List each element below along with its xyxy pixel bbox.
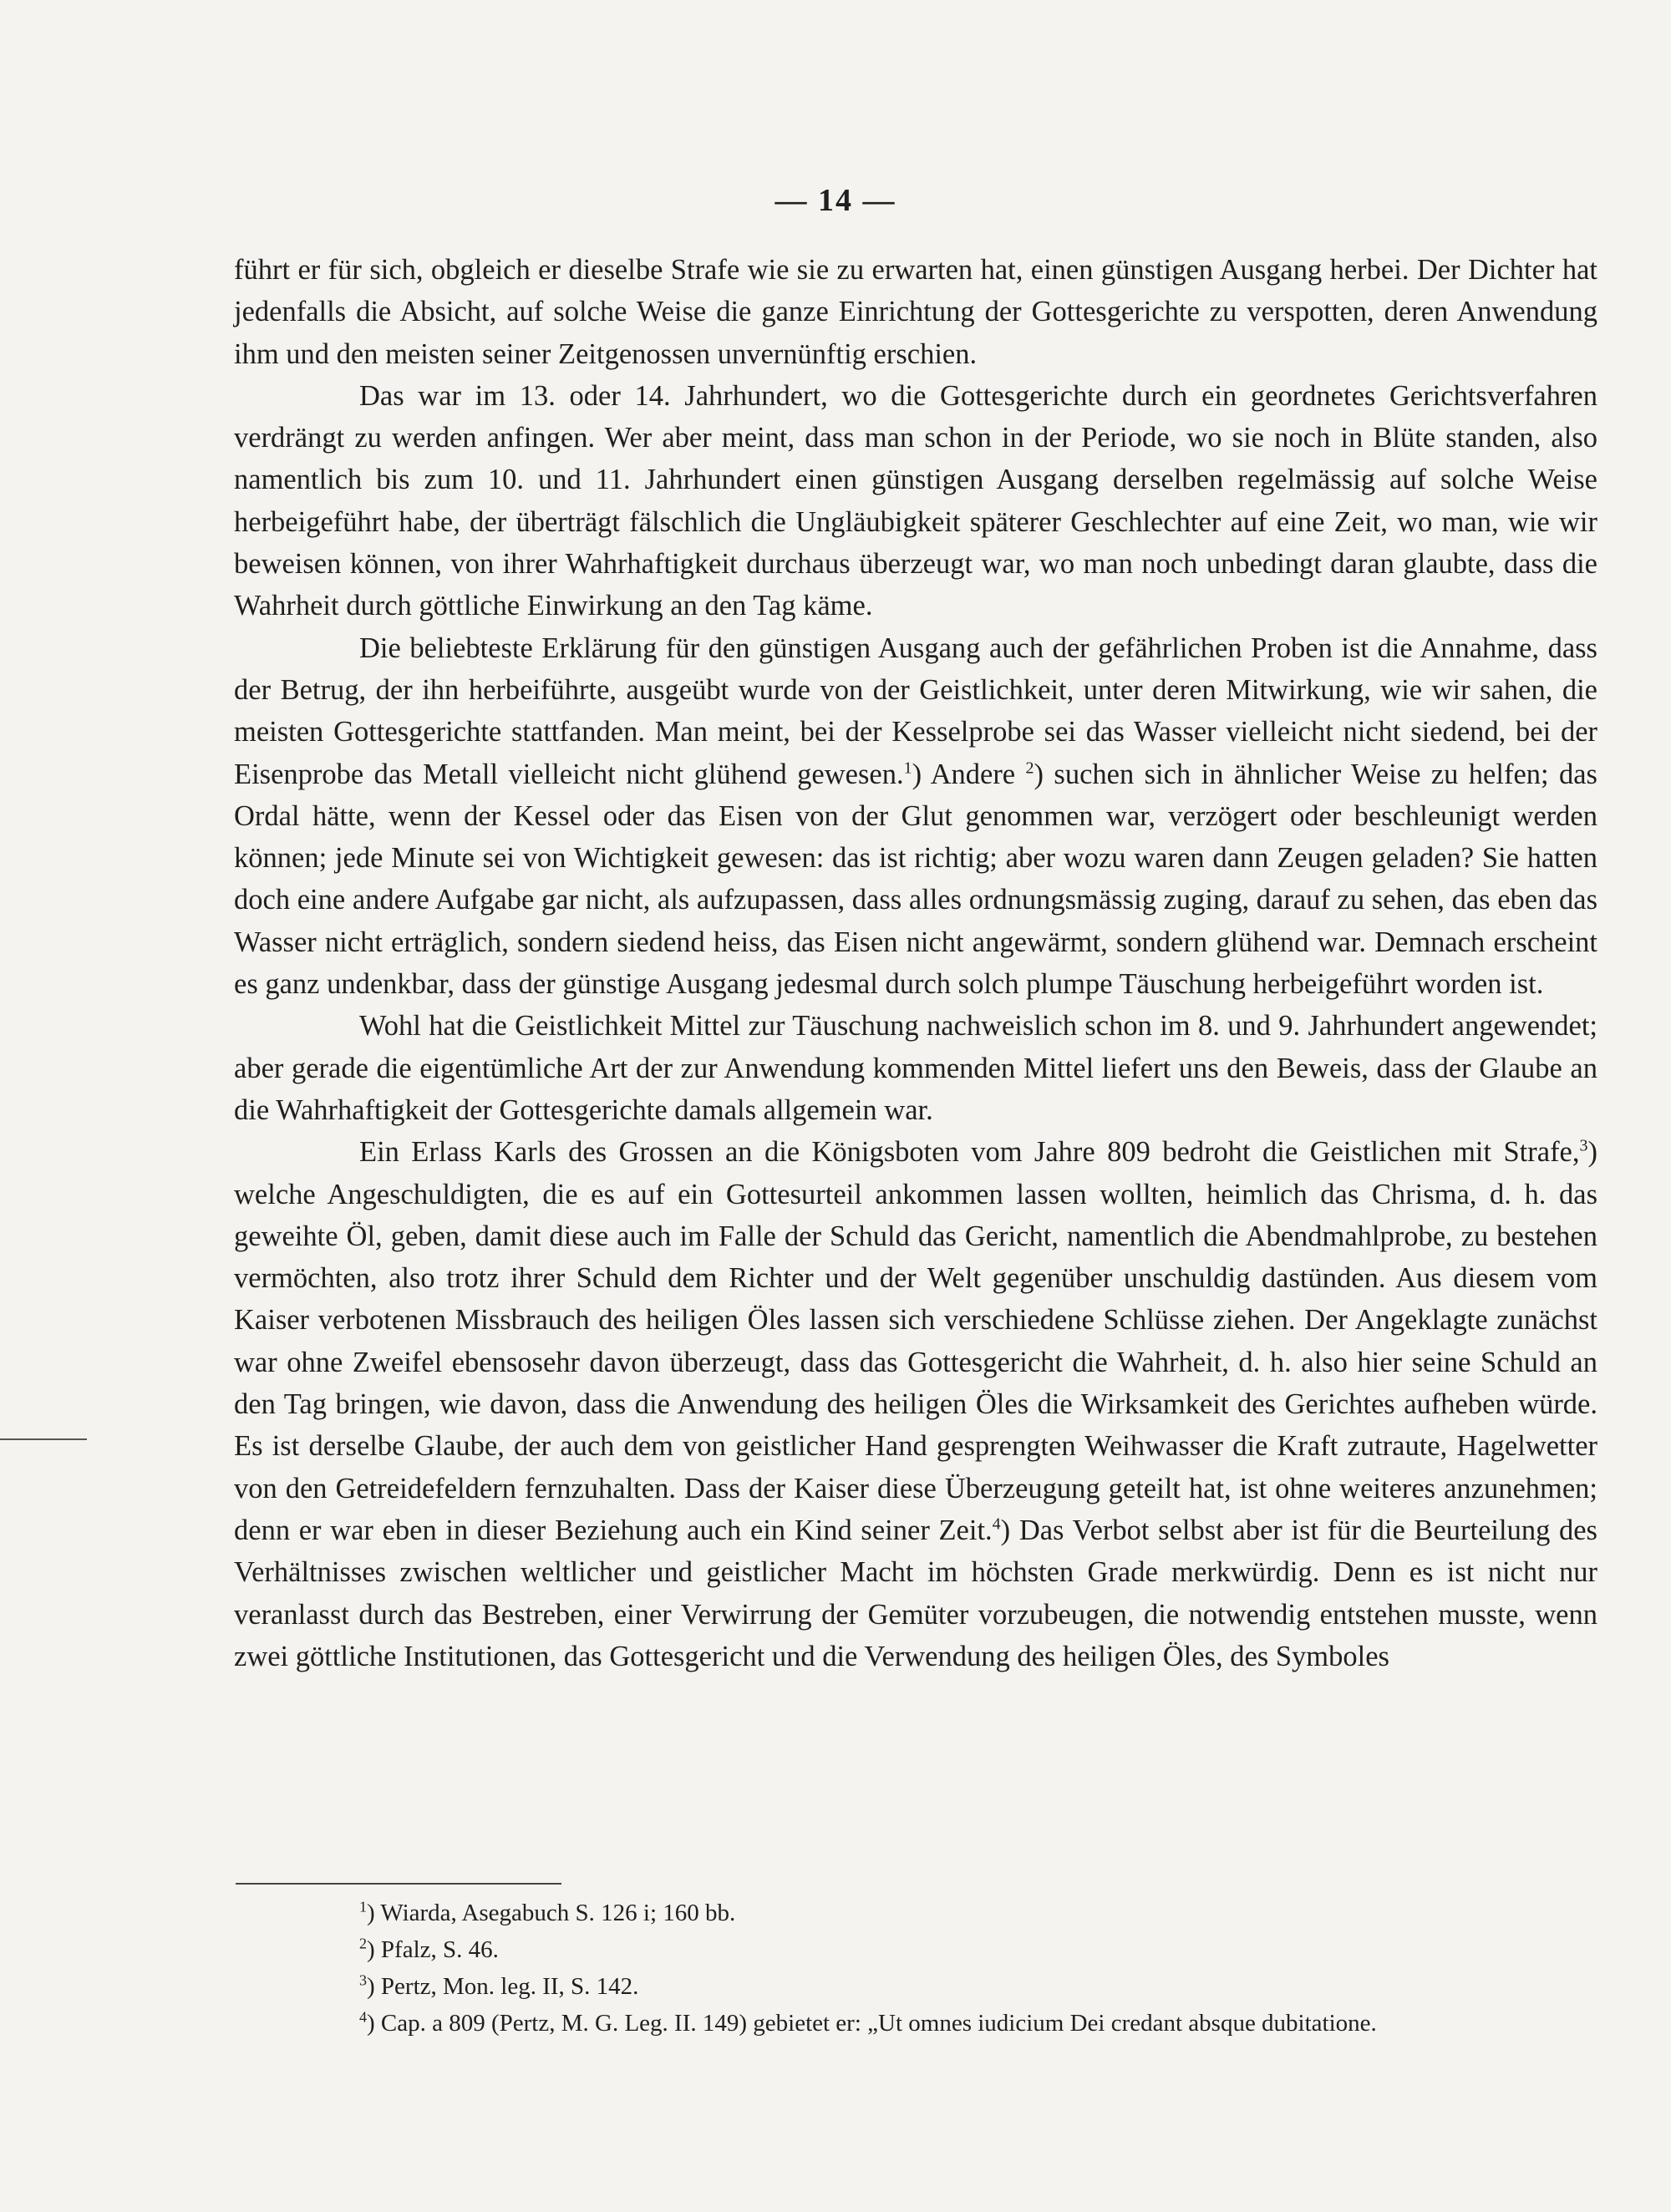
footnote-text-3: ) Pertz, Mon. leg. II, S. 142.: [367, 1973, 639, 2000]
paragraph-5-text-a: Ein Erlass Karls des Grossen an die Königsboten vom Jahre 809 bedroht die Geistlichen mit Strafe,: [359, 1136, 1580, 1169]
page-number: — 14 —: [775, 183, 896, 218]
footnote-text-4: ) Cap. a 809 (Pertz, M. G. Leg. II. 149) gebietet er: „Ut omnes iudicium Dei credant absque dubitatione.: [367, 2010, 1377, 2037]
footnote-rule: [236, 1883, 561, 1885]
paragraph-3-text-c: ) suchen sich in ähnlicher Weise zu helfen; das Ordal hätte, wenn der Kessel oder das Eisen von der Glut genommen war, verzögert oder beschleunigt werden können; jede Minute sei von Wichtigkeit gewesen: das ist richtig; aber wozu waren dann Zeugen geladen? Sie hatten doch eine andere Aufgabe gar nicht, als aufzupassen, dass alles ordnungsmässig zuging, darauf zu sehen, das eben das Wasser nicht erträglich, sondern siedend heiss, das Eisen nicht angewärmt, sondern glühend war. Demnach erscheint es ganz undenkbar, dass der günstige Ausgang jedesmal durch solch plumpe Täuschung herbeigeführt worden ist.: [234, 758, 1597, 1001]
footnotes: [359, 1895, 1613, 2042]
footnote-mark-4: 4: [359, 2008, 367, 2026]
footnote-mark-2: 2: [359, 1935, 367, 1952]
footnote-1: [359, 1895, 1613, 1931]
margin-mark: [0, 1438, 87, 1440]
footnote-3: [359, 1968, 1613, 2005]
footnote-ref-1: 1: [903, 758, 912, 778]
paragraph-3-text-b: ) Andere: [912, 758, 1026, 790]
footnote-mark-1: 1: [359, 1898, 367, 1915]
paragraph-5-text-b: ) welche Angeschuldigten, die es auf ein Gottesurteil ankommen lassen wollten, heimlich das Chrisma, d. h. das geweihte Öl, geben, damit diese auch im Falle der Schuld das Gericht, namentlich die Abendmahlprobe, zu bestehen vermöchten, also trotz ihrer Schuld dem Richter und der Welt gegenüber unschuldig dastünden. Aus diesem vom Kaiser verbotenen Missbrauch des heiligen Öles lassen sich verschiedene Schlüsse ziehen. Der Angeklagte zunächst war ohne Zweifel ebensosehr davon überzeugt, dass das Gottesgericht die Wahrheit, d. h. also hier seine Schuld an den Tag bringen, wie davon, dass die Anwendung des heiligen Öles die Wirksamkeit des Gerichtes aufheben würde. Es ist derselbe Glaube, der auch dem von geistlicher Hand gesprengten Weihwasser die Kraft zutraute, Hagelwetter von den Getreidefeldern fernzuhalten. Dass der Kaiser diese Überzeugung geteilt hat, ist ohne weiteres anzunehmen; denn er war eben in dieser Beziehung auch ein Kind seiner Zeit.: [234, 1136, 1597, 1546]
footnote-ref-3: 3: [1579, 1136, 1588, 1155]
paragraph-2: Das war im 13. oder 14. Jahrhundert, wo die Gottesgerichte durch ein geordnetes Gerichtsverfahren verdrängt zu werden anfingen. Wer aber meint, dass man schon in der Periode, wo sie noch in Blüte standen, also namentlich bis zum 10. und 11. Jahrhundert einen günstigen Ausgang derselben regelmässig auf solche Weise herbeigeführt habe, der überträgt fälschlich die Ungläubigkeit späterer Geschlechter auf eine Zeit, wo man, wie wir beweisen können, von ihrer Wahrhaftigkeit durchaus überzeugt war, wo man noch unbedingt daran glaubte, dass die Wahrheit durch göttliche Einwirkung an den Tag käme.: [234, 379, 1597, 622]
paragraph-5: [234, 1131, 1597, 1677]
paragraph-3: [234, 627, 1597, 1006]
footnote-ref-2: 2: [1025, 758, 1034, 778]
footnote-ref-4: 4: [992, 1514, 1001, 1534]
footnote-text-2: ) Pfalz, S. 46.: [367, 1936, 499, 1963]
paragraph-4: Wohl hat die Geistlichkeit Mittel zur Täuschung nachweislich schon im 8. und 9. Jahrhundert angewendet; aber gerade die eigentümliche Art der zur Anwendung kommenden Mittel liefert uns den Beweis, dass der Glaube an die Wahrhaftigkeit der Gottesgerichte damals allgemein war.: [234, 1010, 1597, 1126]
footnote-text-1: ) Wiarda, Asegabuch S. 126 i; 160 bb.: [367, 1900, 736, 1926]
body-text: [234, 249, 1597, 1677]
footnote-4: [359, 2005, 1613, 2042]
footnote-2: [359, 1931, 1613, 1968]
paragraph-3-text-a: Die beliebteste Erklärung für den günstigen Ausgang auch der gefährlichen Proben ist die Annahme, dass der Betrug, der ihn herbeiführte, ausgeübt wurde von der Geistlichkeit, unter deren Mitwirkung, wie wir sahen, die meisten Gottesgerichte stattfanden. Man meint, bei der Kesselprobe sei das Wasser vielleicht nicht siedend, bei der Eisenprobe das Metall vielleicht nicht glühend gewesen.: [234, 632, 1597, 790]
paragraph-1: führt er für sich, obgleich er dieselbe Strafe wie sie zu erwarten hat, einen günstigen Ausgang herbei. Der Dichter hat jedenfalls die Absicht, auf solche Weise die ganze Einrichtung der Gottesgerichte zu verspotten, deren Anwendung ihm und den meisten seiner Zeitgenossen unvernünftig erschien.: [234, 254, 1597, 370]
footnote-mark-3: 3: [359, 1971, 367, 1989]
paragraph-5-text-c: ) Das Verbot selbst aber ist für die Beurteilung des Verhältnisses zwischen weltlicher und geistlicher Macht im höchsten Grade merkwürdig. Denn es ist nicht nur veranlasst durch das Bestreben, einer Verwirrung der Gemüter vorzubeugen, die notwendig entstehen musste, wenn zwei göttliche Institutionen, das Gottesgericht und die Verwendung des heiligen Öles, des Symboles: [234, 1514, 1597, 1672]
